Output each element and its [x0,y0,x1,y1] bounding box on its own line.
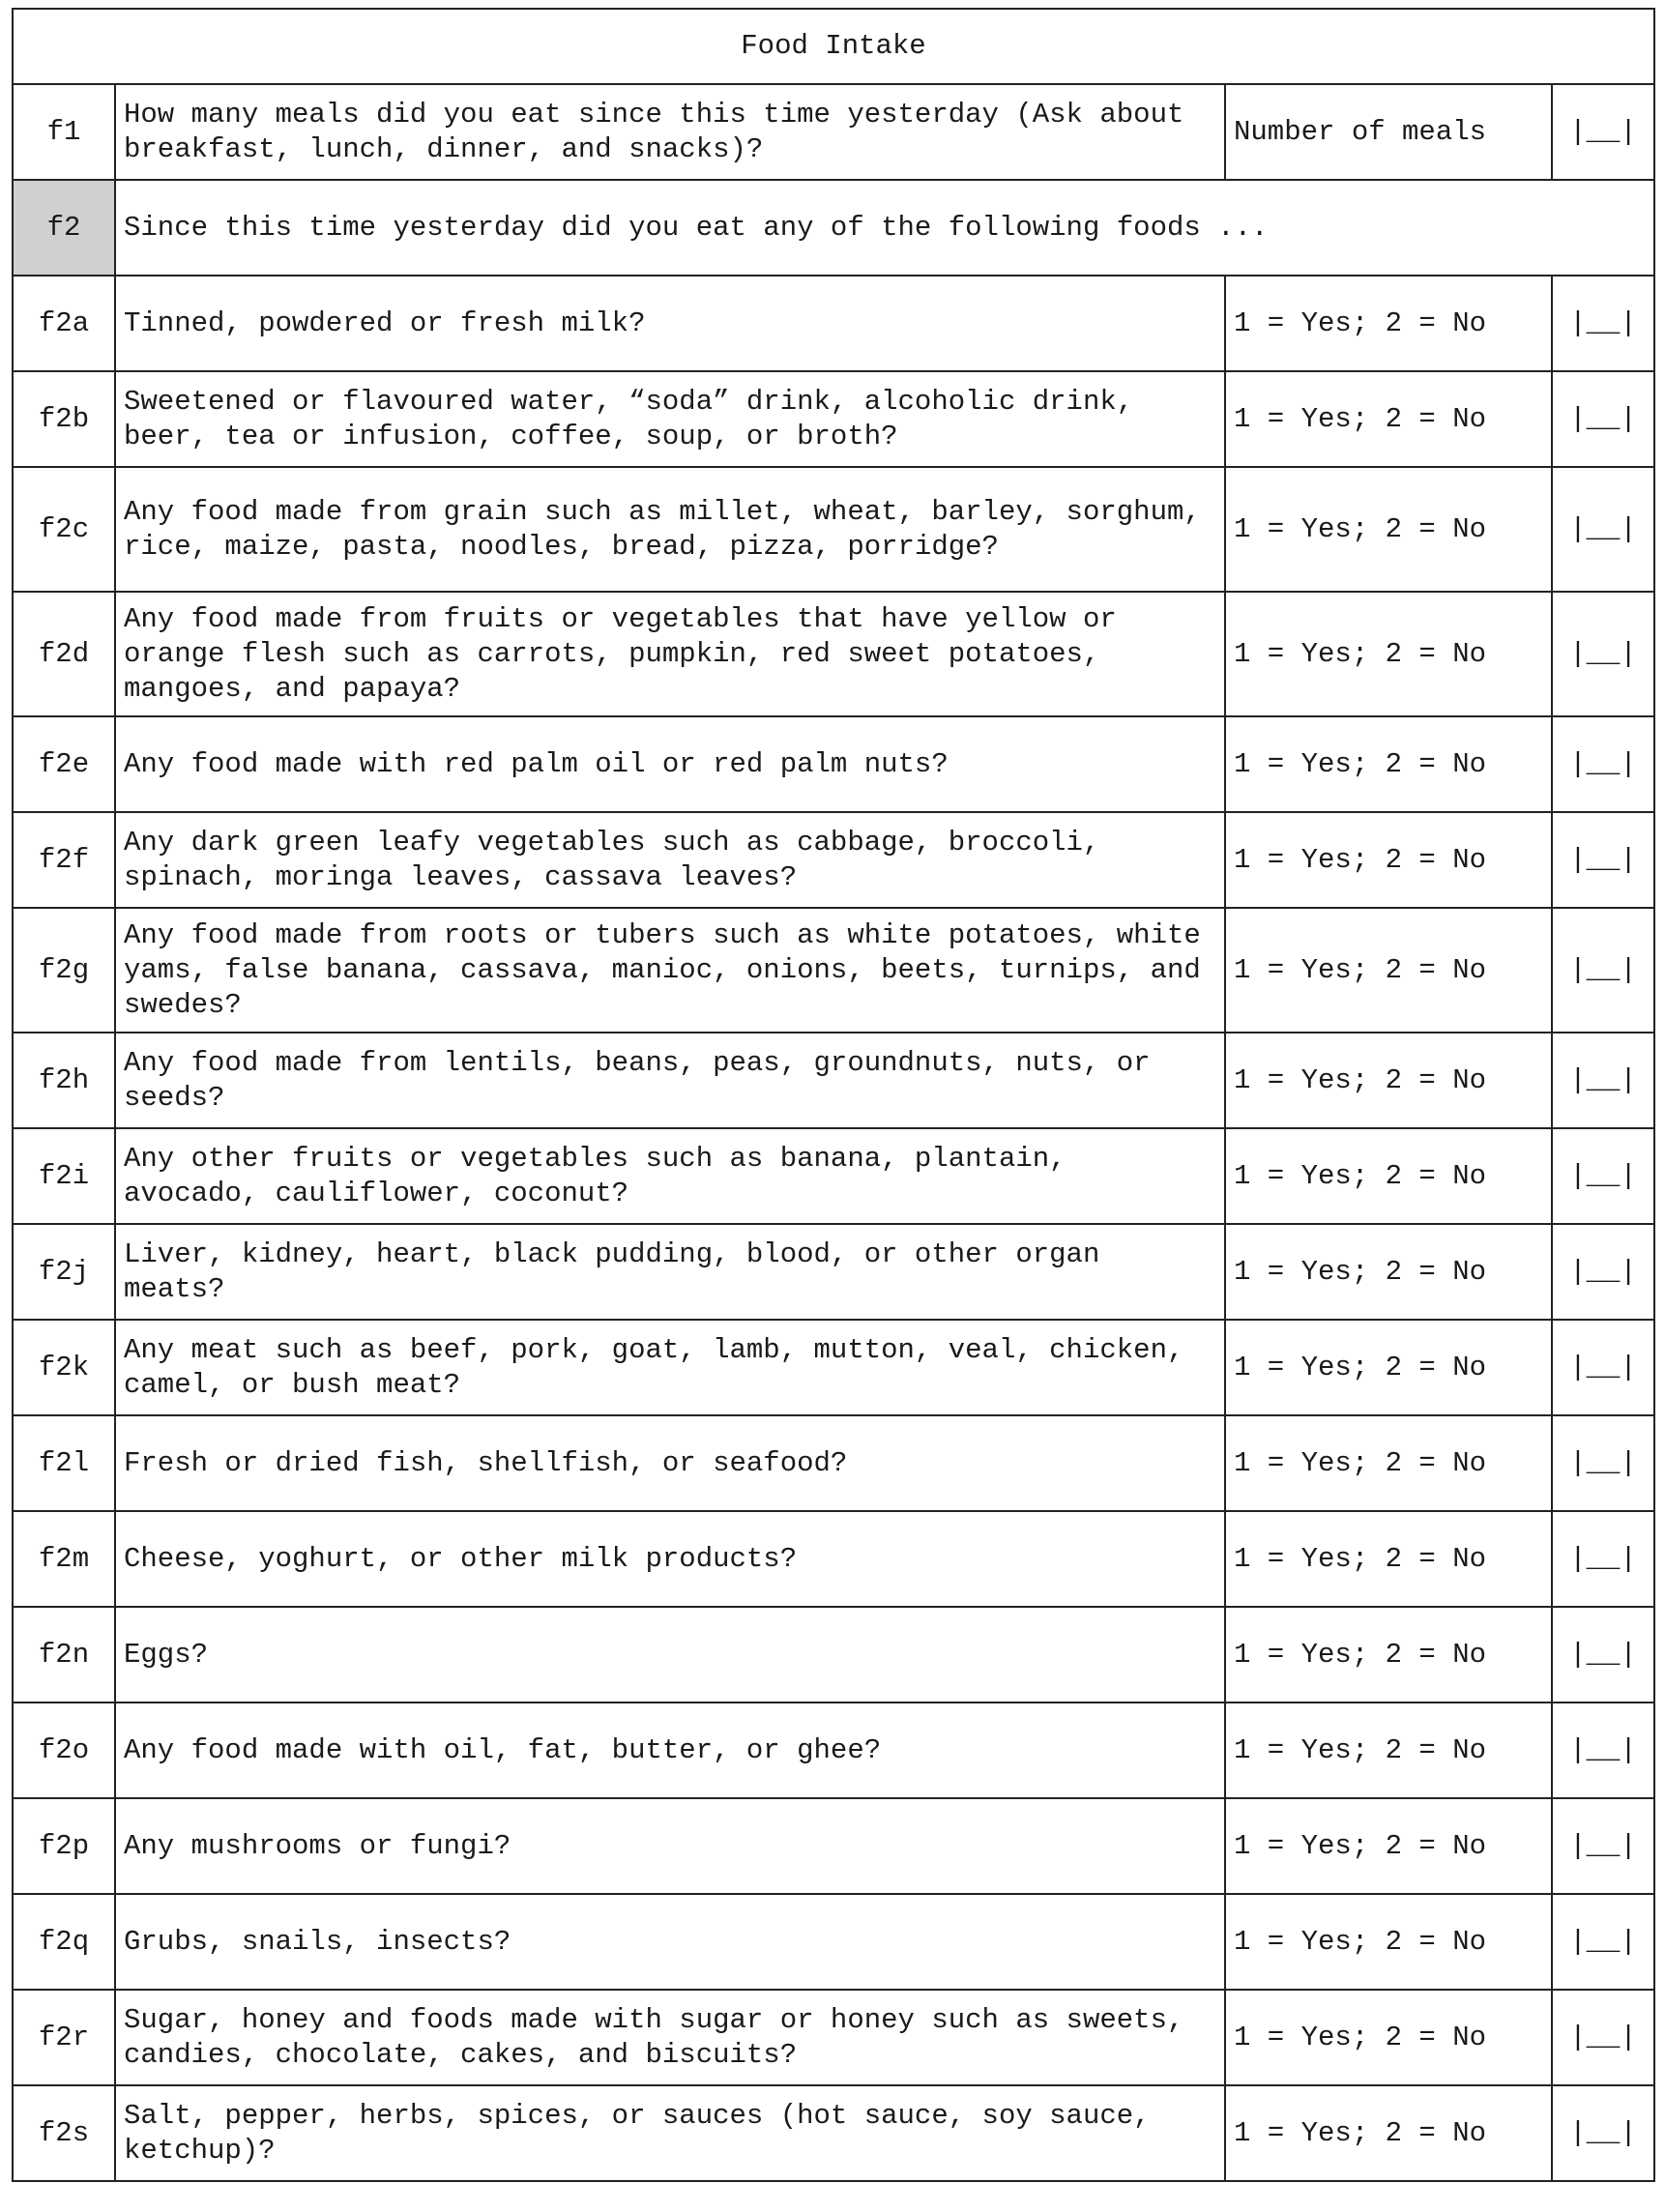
question-text: Any other fruits or vegetables such as banana, plantain, avocado, cauliflower, coconut? [115,1128,1225,1224]
question-row-f2i [13,1128,1654,1224]
question-code: f2a [13,276,115,371]
question-row-f2l [13,1415,1654,1511]
response-options: 1 = Yes; 2 = No [1225,276,1552,371]
title-row [13,9,1654,84]
question-row-f2j [13,1224,1654,1320]
answer-box[interactable]: |__| [1552,1990,1654,2085]
question-row-f2m [13,1511,1654,1607]
question-text: Grubs, snails, insects? [115,1894,1225,1990]
question-code: f2f [13,812,115,908]
question-text: Any food made from fruits or vegetables that have yellow or orange flesh such as carrots, pumpkin, red sweet potatoes, mangoes, and papaya? [115,592,1225,716]
question-row-f2a [13,276,1654,371]
food-intake-form [12,8,1653,2182]
section-intro-text: Since this time yesterday did you eat any of the following foods ... [115,180,1654,276]
answer-box[interactable]: |__| [1552,1798,1654,1894]
answer-box[interactable]: |__| [1552,371,1654,467]
question-code: f2b [13,371,115,467]
question-code: f2q [13,1894,115,1990]
answer-box[interactable]: |__| [1552,592,1654,716]
response-options: 1 = Yes; 2 = No [1225,1894,1552,1990]
question-text: Cheese, yoghurt, or other milk products? [115,1511,1225,1607]
question-text: Any mushrooms or fungi? [115,1798,1225,1894]
question-text: Any food made from roots or tubers such as white potatoes, white yams, false banana, cassava, manioc, onions, beets, turnips, and swedes? [115,908,1225,1033]
question-row-f2e [13,716,1654,812]
answer-box[interactable]: |__| [1552,908,1654,1033]
response-options: 1 = Yes; 2 = No [1225,1798,1552,1894]
question-row-f2g [13,908,1654,1033]
question-code: f2i [13,1128,115,1224]
answer-box[interactable]: |__| [1552,1607,1654,1703]
answer-box[interactable]: |__| [1552,812,1654,908]
answer-box[interactable]: |__| [1552,1894,1654,1990]
response-options: 1 = Yes; 2 = No [1225,1990,1552,2085]
answer-box[interactable]: |__| [1552,467,1654,592]
response-options: Number of meals [1225,84,1552,180]
question-text: Fresh or dried fish, shellfish, or seafood? [115,1415,1225,1511]
question-text: Sweetened or flavoured water, “soda” drink, alcoholic drink, beer, tea or infusion, coffee, soup, or broth? [115,371,1225,467]
question-code: f2o [13,1703,115,1798]
answer-box[interactable]: |__| [1552,2085,1654,2181]
question-code: f2m [13,1511,115,1607]
response-options: 1 = Yes; 2 = No [1225,908,1552,1033]
question-row-f2d [13,592,1654,716]
question-text: Any dark green leafy vegetables such as cabbage, broccoli, spinach, moringa leaves, cassava leaves? [115,812,1225,908]
question-text: Any food made with oil, fat, butter, or ghee? [115,1703,1225,1798]
question-text: Eggs? [115,1607,1225,1703]
response-options: 1 = Yes; 2 = No [1225,1320,1552,1415]
answer-box[interactable]: |__| [1552,1320,1654,1415]
answer-box[interactable]: |__| [1552,1415,1654,1511]
answer-box[interactable]: |__| [1552,1128,1654,1224]
question-code: f2h [13,1033,115,1128]
question-code: f2e [13,716,115,812]
question-code: f2g [13,908,115,1033]
question-row-f2h [13,1033,1654,1128]
question-code: f2n [13,1607,115,1703]
question-row-f2 [13,180,1654,276]
question-row-f2p [13,1798,1654,1894]
question-code: f2r [13,1990,115,2085]
question-code: f2d [13,592,115,716]
answer-box[interactable]: |__| [1552,84,1654,180]
question-text: How many meals did you eat since this time yesterday (Ask about breakfast, lunch, dinner, and snacks)? [115,84,1225,180]
food-intake-table [12,8,1655,2182]
question-code: f2s [13,2085,115,2181]
response-options: 1 = Yes; 2 = No [1225,2085,1552,2181]
answer-box[interactable]: |__| [1552,1511,1654,1607]
question-row-f2n [13,1607,1654,1703]
question-code: f2c [13,467,115,592]
question-row-f2r [13,1990,1654,2085]
question-text: Tinned, powdered or fresh milk? [115,276,1225,371]
response-options: 1 = Yes; 2 = No [1225,1128,1552,1224]
response-options: 1 = Yes; 2 = No [1225,1511,1552,1607]
question-code: f2k [13,1320,115,1415]
question-text: Any food made from lentils, beans, peas, groundnuts, nuts, or seeds? [115,1033,1225,1128]
question-text: Liver, kidney, heart, black pudding, blood, or other organ meats? [115,1224,1225,1320]
table-title: Food Intake [13,9,1654,84]
response-options: 1 = Yes; 2 = No [1225,1415,1552,1511]
question-row-f2b [13,371,1654,467]
response-options: 1 = Yes; 2 = No [1225,812,1552,908]
answer-box[interactable]: |__| [1552,276,1654,371]
question-text: Any meat such as beef, pork, goat, lamb, mutton, veal, chicken, camel, or bush meat? [115,1320,1225,1415]
question-text: Any food made from grain such as millet, wheat, barley, sorghum, rice, maize, pasta, noodles, bread, pizza, porridge? [115,467,1225,592]
question-code: f2p [13,1798,115,1894]
response-options: 1 = Yes; 2 = No [1225,371,1552,467]
question-row-f1 [13,84,1654,180]
response-options: 1 = Yes; 2 = No [1225,1033,1552,1128]
question-code: f2j [13,1224,115,1320]
question-row-f2o [13,1703,1654,1798]
response-options: 1 = Yes; 2 = No [1225,716,1552,812]
question-text: Salt, pepper, herbs, spices, or sauces (hot sauce, soy sauce, ketchup)? [115,2085,1225,2181]
response-options: 1 = Yes; 2 = No [1225,592,1552,716]
response-options: 1 = Yes; 2 = No [1225,1224,1552,1320]
answer-box[interactable]: |__| [1552,1033,1654,1128]
question-code: f1 [13,84,115,180]
question-row-f2s [13,2085,1654,2181]
answer-box[interactable]: |__| [1552,1703,1654,1798]
answer-box[interactable]: |__| [1552,1224,1654,1320]
question-row-f2k [13,1320,1654,1415]
question-code: f2l [13,1415,115,1511]
question-code: f2 [13,180,115,276]
question-row-f2q [13,1894,1654,1990]
question-row-f2c [13,467,1654,592]
question-text: Sugar, honey and foods made with sugar or honey such as sweets, candies, chocolate, cakes, and biscuits? [115,1990,1225,2085]
answer-box[interactable]: |__| [1552,716,1654,812]
response-options: 1 = Yes; 2 = No [1225,1607,1552,1703]
response-options: 1 = Yes; 2 = No [1225,1703,1552,1798]
question-row-f2f [13,812,1654,908]
response-options: 1 = Yes; 2 = No [1225,467,1552,592]
question-text: Any food made with red palm oil or red palm nuts? [115,716,1225,812]
